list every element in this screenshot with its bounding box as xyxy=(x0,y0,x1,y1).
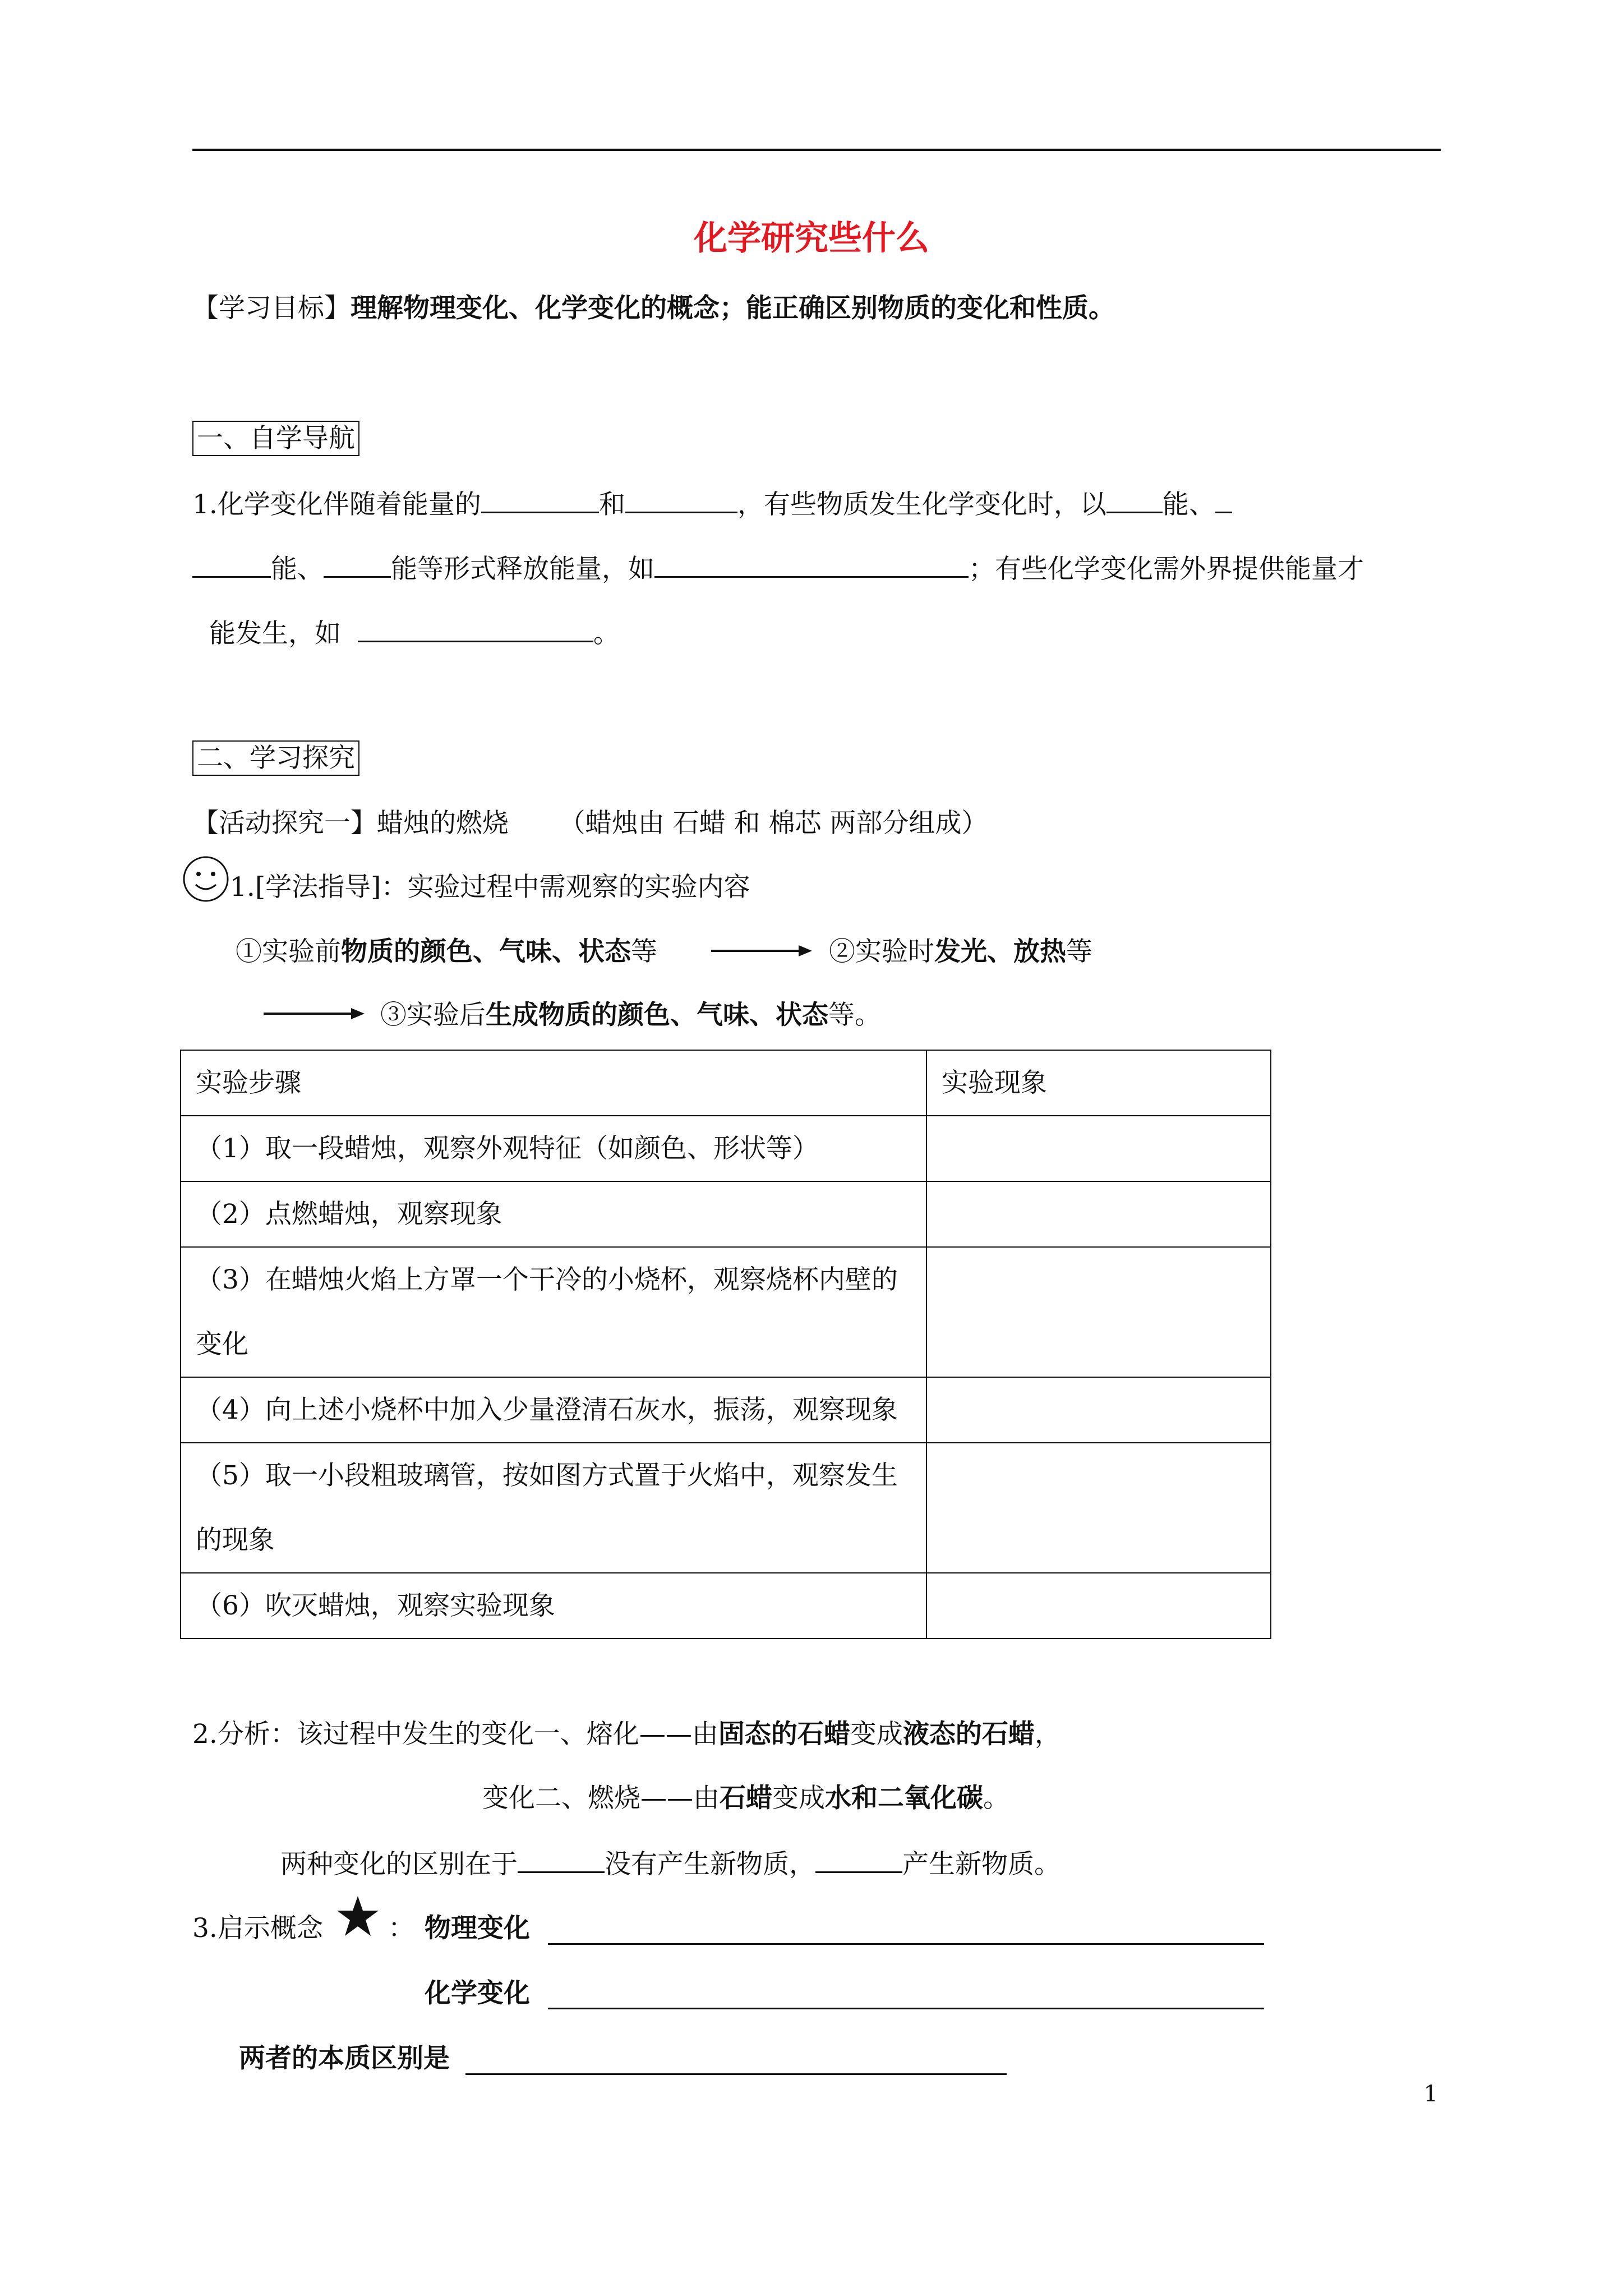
table-row xyxy=(181,1116,1271,1181)
blank-field[interactable] xyxy=(324,551,391,578)
blank-field[interactable] xyxy=(518,1847,605,1873)
analysis-line2: 变化二、燃烧——由石蜡变成水和二氧化碳。 xyxy=(482,1783,1009,1814)
blank-field[interactable] xyxy=(358,616,593,642)
table-header-cell: 实验步骤 xyxy=(181,1050,926,1116)
learning-goal xyxy=(192,292,1115,325)
step-cell: （3）在蜡烛火焰上方罩一个干冷的小烧杯，观察烧杯内壁的变化 xyxy=(181,1247,926,1377)
physical-change-label: 物理变化 xyxy=(425,1913,530,1944)
essence-label: 两者的本质区别是 xyxy=(239,2043,450,2074)
page-number: 1 xyxy=(1423,2081,1438,2107)
observation-cell[interactable] xyxy=(926,1377,1271,1443)
smiley-icon xyxy=(182,855,229,903)
blank-field[interactable] xyxy=(192,551,271,578)
table-row xyxy=(181,1247,1271,1377)
question1-line3: 能发生，如 。 xyxy=(209,616,620,651)
question1-line2: 能、 能等形式释放能量，如 ；有些化学变化需外界提供能量才 xyxy=(192,551,1364,586)
step-cell: （6）吹灭蜡烛，观察实验现象 xyxy=(181,1573,926,1639)
analysis-line3: 两种变化的区别在于 没有产生新物质， 产生新物质。 xyxy=(280,1847,1061,1881)
table-header-cell: 实验现象 xyxy=(926,1050,1271,1116)
blank-field[interactable] xyxy=(625,487,737,513)
essence-blank[interactable] xyxy=(465,2071,1007,2075)
observation-step-c: ③实验后生成物质的颜色、气味、状态等。 xyxy=(380,1000,881,1030)
observation-cell[interactable] xyxy=(926,1573,1271,1639)
arrow-right-icon xyxy=(711,942,812,959)
step-cell: （1）取一段蜡烛，观察外观特征（如颜色、形状等） xyxy=(181,1116,926,1181)
step-cell: （5）取一小段粗玻璃管，按如图方式置于火焰中，观察发生的现象 xyxy=(181,1443,926,1573)
method-guide: 1.[学法指导]：实验过程中需观察的实验内容 xyxy=(230,872,750,903)
blank-field[interactable] xyxy=(815,1847,902,1873)
blank-field[interactable] xyxy=(1215,487,1232,513)
observation-step-b: ②实验时发光、放热等 xyxy=(829,936,1092,967)
observation-cell[interactable] xyxy=(926,1247,1271,1377)
blank-field[interactable] xyxy=(654,551,969,578)
question1-line1: 1.化学变化伴随着能量的 和 ，有些物质发生化学变化时，以 能、 xyxy=(192,487,1232,522)
observation-step-a: ①实验前物质的颜色、气味、状态等 xyxy=(236,936,657,967)
table-row xyxy=(181,1573,1271,1639)
observation-cell[interactable] xyxy=(926,1443,1271,1573)
experiment-table xyxy=(180,1050,1271,1639)
step-cell: （4）向上述小烧杯中加入少量澄清石灰水，振荡，观察现象 xyxy=(181,1377,926,1443)
blank-field[interactable] xyxy=(1106,487,1163,513)
observation-cell[interactable] xyxy=(926,1181,1271,1247)
analysis-line1: 2.分析：该过程中发生的变化一、熔化——由固态的石蜡变成液态的石蜡， xyxy=(192,1719,1061,1750)
section2-heading: 二、学习探究 xyxy=(192,742,359,775)
observation-cell[interactable] xyxy=(926,1116,1271,1181)
table-header-row xyxy=(181,1050,1271,1116)
page-title: 化学研究些什么 xyxy=(694,219,929,258)
concept-label: 3.启示概念 xyxy=(192,1913,323,1944)
concept-colon: ： xyxy=(388,1913,414,1944)
blank-field[interactable] xyxy=(481,487,599,513)
section1-heading: 一、自学导航 xyxy=(192,422,359,455)
chemical-change-blank[interactable] xyxy=(548,2005,1264,2009)
step-cell: （2）点燃蜡烛，观察现象 xyxy=(181,1181,926,1247)
table-row xyxy=(181,1181,1271,1247)
chemical-change-label: 化学变化 xyxy=(425,1978,530,2009)
learning-goal-text: 理解物理变化、化学变化的概念；能正确区别物质的变化和性质。 xyxy=(351,293,1115,324)
table-row xyxy=(181,1443,1271,1573)
table-row xyxy=(181,1377,1271,1443)
physical-change-blank[interactable] xyxy=(548,1941,1264,1945)
activity-line: 【活动探究一】蜡烛的燃烧 （蜡烛由 石蜡 和 棉芯 两部分组成） xyxy=(192,808,988,839)
star-icon xyxy=(336,1895,379,1938)
learning-goal-label: 【学习目标】 xyxy=(192,293,351,324)
arrow-right-icon xyxy=(264,1005,365,1022)
header-rule xyxy=(192,149,1441,151)
